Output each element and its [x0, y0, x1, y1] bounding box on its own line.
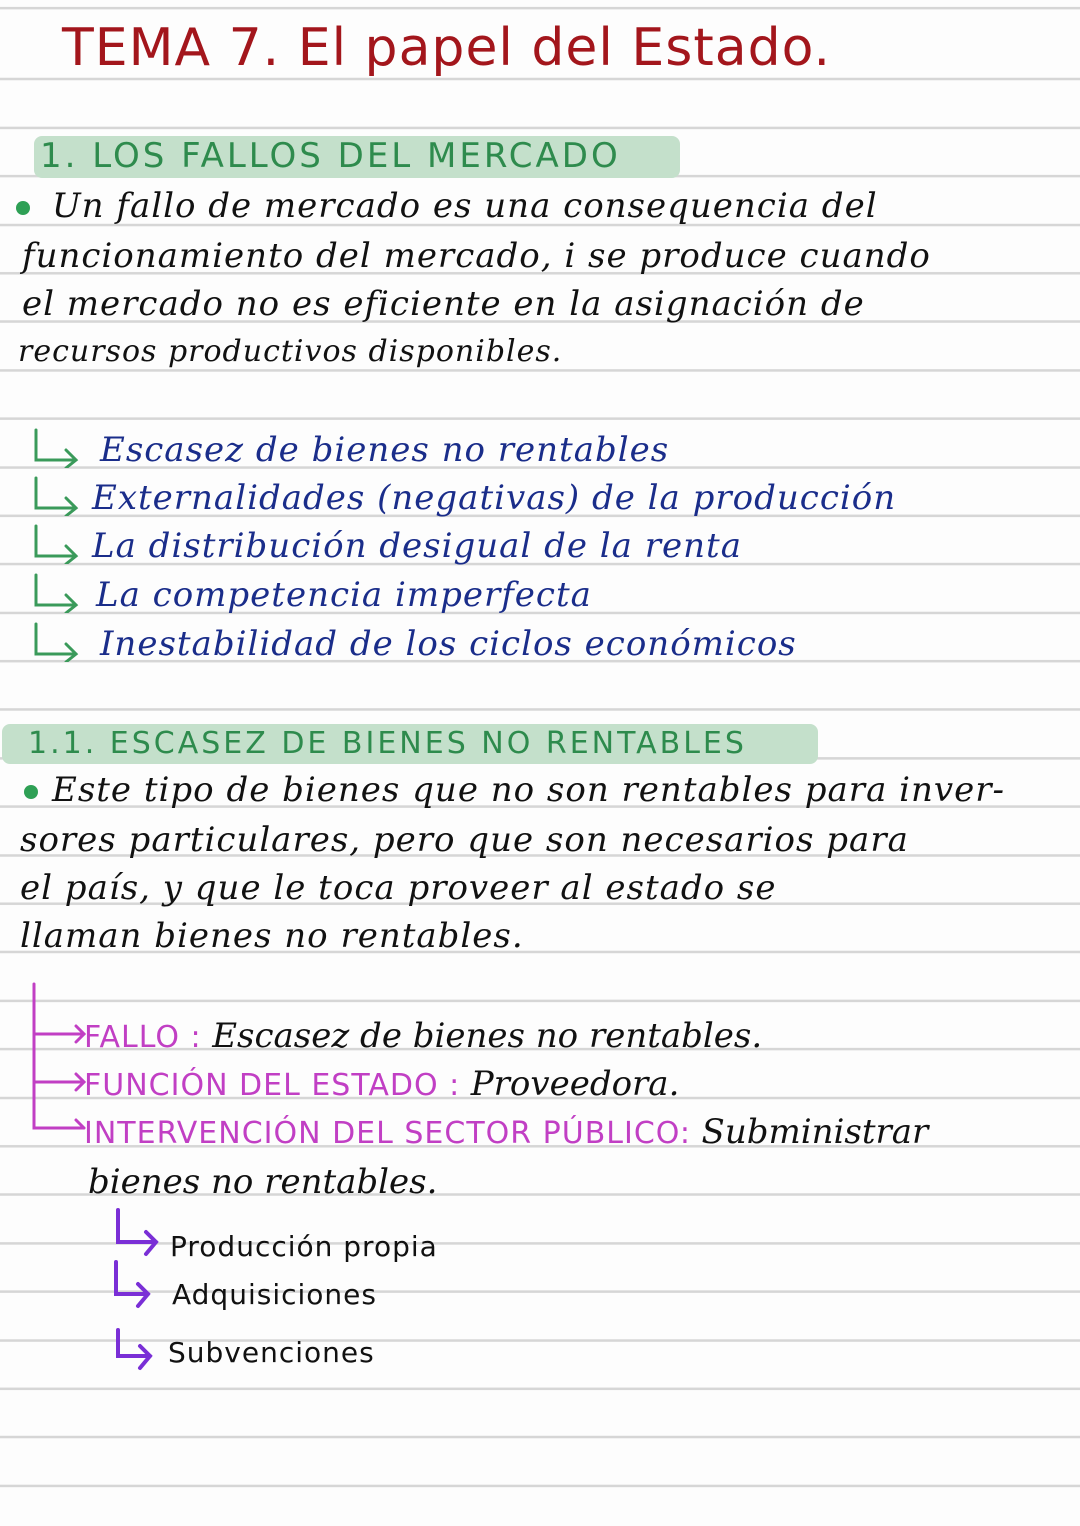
method-item: Producción propia — [170, 1230, 438, 1263]
summary-row-intervencion — [84, 1112, 928, 1152]
paragraph-line: Este tipo de bienes que no son rentables para inver- — [52, 770, 1005, 810]
list-item: Escasez de bienes no rentables — [100, 430, 670, 470]
section-heading: 1. LOS FALLOS DEL MERCADO — [40, 136, 621, 176]
arrow-icon — [110, 1206, 166, 1262]
arrow-icon — [30, 524, 86, 564]
arrow-icon — [30, 573, 86, 613]
list-item: Externalidades (negativas) de la producción — [92, 478, 897, 518]
method-item: Adquisiciones — [172, 1278, 377, 1311]
page-title: TEMA 7. El papel del Estado. — [62, 18, 832, 78]
paragraph-line: Un fallo de mercado es una consequencia del — [52, 186, 878, 226]
paragraph-line: recursos productivos disponibles. — [18, 334, 563, 369]
list-item: La competencia imperfecta — [96, 575, 592, 615]
arrow-icon — [30, 622, 86, 662]
arrow-icon — [30, 476, 86, 516]
paragraph-line: el mercado no es eficiente en la asignación de — [22, 284, 865, 324]
paragraph-line: el país, y que le toca proveer al estado se — [20, 868, 777, 908]
colon: : — [679, 1116, 702, 1151]
summary-row-fallo — [84, 1016, 762, 1056]
list-item: Inestabilidad de los ciclos económicos — [100, 624, 797, 664]
summary-row-funcion — [84, 1064, 679, 1104]
summary-value: Proveedora. — [470, 1064, 680, 1104]
summary-label: FALLO — [84, 1020, 180, 1055]
bracket-arrow-icon — [26, 982, 96, 1132]
arrow-icon — [108, 1258, 164, 1314]
paragraph-line: sores particulares, pero que son necesarios para — [20, 820, 909, 860]
summary-label: INTERVENCIÓN DEL SECTOR PÚBLICO — [84, 1116, 680, 1151]
bullet-icon — [16, 201, 30, 215]
list-item: La distribución desigual de la renta — [92, 526, 742, 566]
paragraph-line: funcionamiento del mercado, i se produce cuando — [22, 236, 931, 276]
bullet-icon — [24, 785, 38, 799]
colon: : — [180, 1020, 213, 1055]
paragraph-line: llaman bienes no rentables. — [20, 916, 524, 956]
arrow-icon — [110, 1326, 166, 1382]
summary-value: Subministrar — [701, 1112, 929, 1152]
summary-label: FUNCIÓN DEL ESTADO — [84, 1068, 439, 1103]
arrow-icon — [30, 428, 86, 468]
section-heading: 1.1. ESCASEZ DE BIENES NO RENTABLES — [28, 726, 747, 761]
summary-continuation: bienes no rentables. — [88, 1162, 438, 1202]
summary-value: Escasez de bienes no rentables. — [212, 1016, 763, 1056]
method-item: Subvenciones — [168, 1336, 375, 1369]
colon: : — [438, 1068, 471, 1103]
